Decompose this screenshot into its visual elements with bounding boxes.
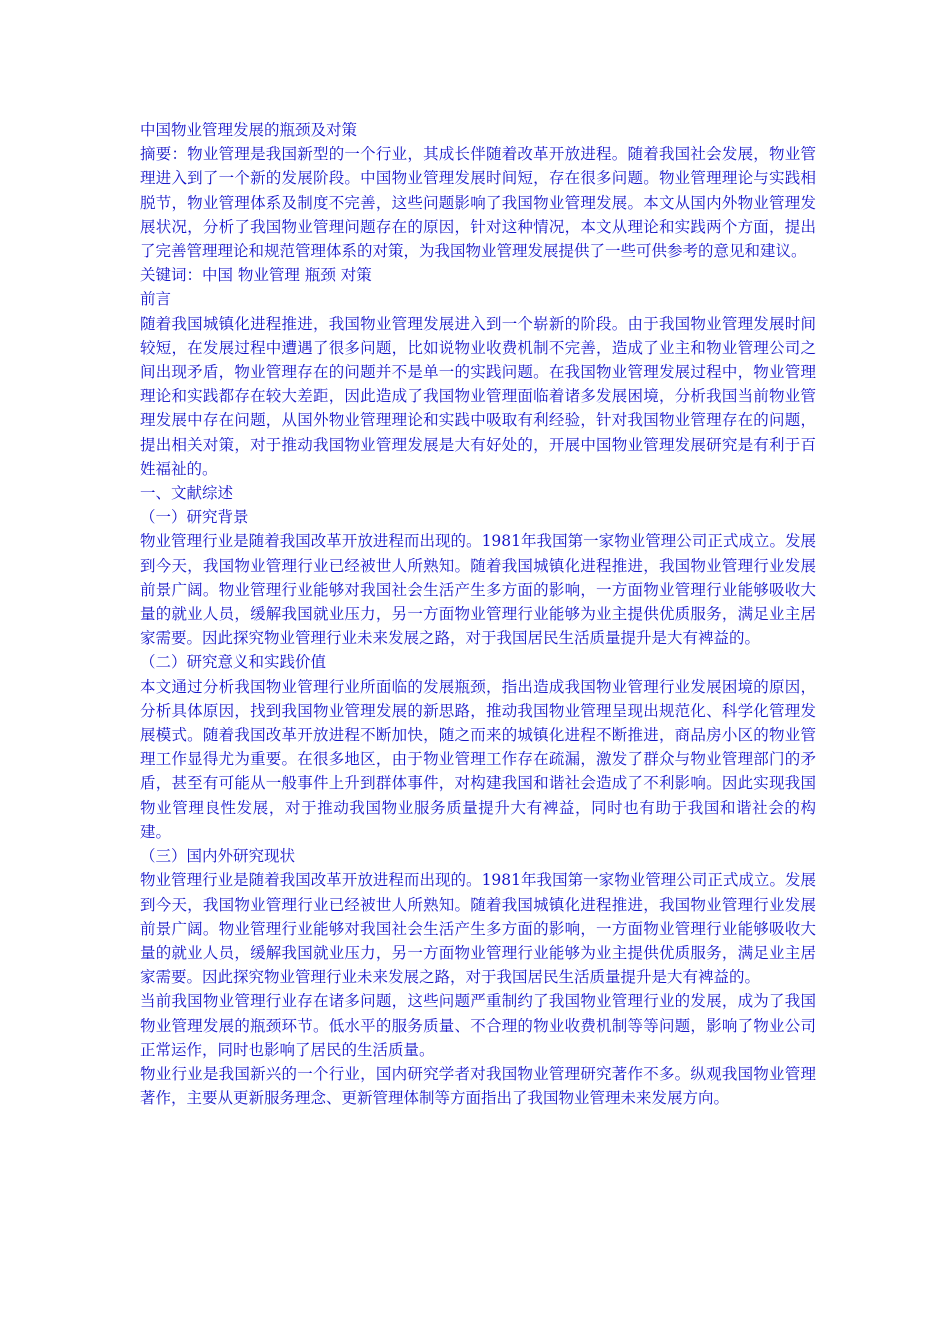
- research-status-paragraph-2: 当前我国物业管理行业存在诸多问题，这些问题严重制约了我国物业管理行业的发展，成为了我国物业管理发展的瓶颈环节。低水平的服务质量、不合理的物业收费机制等等问题，影响了物业公司正常运作，同时也影响了居民的生活质量。: [140, 992, 816, 1059]
- research-status-paragraph-1: 物业管理行业是随着我国改革开放进程而出现的。1981年我国第一家物业管理公司正式成立。发展到今天，我国物业管理行业已经被世人所熟知。随着我国城镇化进程推进，我国物业管理行业发展前景广阔。物业管理行业能够对我国社会生活产生多方面的影响，一方面物业管理行业能够吸收大量的就业人员，缓解我国就业压力，另一方面物业管理行业能够为业主提供优质服务，满足业主居家需要。因此探究物业管理行业未来发展之路，对于我国居民生活质量提升是大有裨益的。: [140, 871, 816, 987]
- keywords-line: 关键词：中国 物业管理 瓶颈 对策: [140, 266, 372, 285]
- significance-paragraph: 本文通过分析我国物业管理行业所面临的发展瓶颈，指出造成我国物业管理行业发展困境的原因，分析具体原因，找到我国物业管理发展的新思路，推动我国物业管理呈现出规范化、科学化管理发展模式。随着我国改革开放进程不断加快，随之而来的城镇化进程不断推进，商品房小区的物业管理工作显得尤为重要。在很多地区，由于物业管理工作存在疏漏，激发了群众与物业管理部门的矛盾，甚至有可能从一般事件上升到群体事件，对构建我国和谐社会造成了不利影响。因此实现我国物业管理良性发展，对于推动我国物业服务质量提升大有裨益，同时也有助于我国和谐社会的构建。: [140, 677, 816, 841]
- background-paragraph: 物业管理行业是随着我国改革开放进程而出现的。1981年我国第一家物业管理公司正式成立。发展到今天，我国物业管理行业已经被世人所熟知。随着我国城镇化进程推进，我国物业管理行业发展前景广阔。物业管理行业能够对我国社会生活产生多方面的影响，一方面物业管理行业能够吸收大量的就业人员，缓解我国就业压力，另一方面物业管理行业能够为业主提供优质服务，满足业主居家需要。因此探究物业管理行业未来发展之路，对于我国居民生活质量提升是大有裨益的。: [140, 532, 816, 648]
- document-title: 中国物业管理发展的瓶颈及对策: [140, 121, 358, 139]
- section-heading-literature-review: 一、文献综述: [140, 484, 234, 503]
- preface-heading: 前言: [140, 290, 172, 309]
- subsection-heading-research-status: （三）国内外研究现状: [140, 847, 296, 866]
- abstract-paragraph: 摘要：物业管理是我国新型的一个行业，其成长伴随着改革开放进程。随着我国社会发展，物业管理进入到了一个新的发展阶段。中国物业管理发展时间短，存在很多问题。物业管理理论与实践相脱节，物业管理体系及制度不完善，这些问题影响了我国物业管理发展。本文从国内外物业管理发展状况，分析了我国物业管理问题存在的原因，针对这种情况，本文从理论和实践两个方面，提出了完善管理理论和规范管理体系的对策，为我国物业管理发展提供了一些可供参考的意见和建议。: [140, 145, 816, 261]
- research-status-paragraph-3: 物业行业是我国新兴的一个行业，国内研究学者对我国物业管理研究著作不多。纵观我国物业管理著作，主要从更新服务理念、更新管理体制等方面指出了我国物业管理未来发展方向。: [140, 1064, 816, 1108]
- subsection-heading-background: （一）研究背景: [140, 508, 249, 527]
- document-page: [140, 118, 816, 1110]
- preface-paragraph: 随着我国城镇化进程推进，我国物业管理发展进入到一个崭新的阶段。由于我国物业管理发展时间较短，在发展过程中遭遇了很多问题，比如说物业收费机制不完善，造成了业主和物业管理公司之间出现矛盾，物业管理存在的问题并不是单一的实践问题。在我国物业管理发展过程中，物业管理理论和实践都存在较大差距，因此造成了我国物业管理面临着诸多发展困境，分析我国当前物业管理发展中存在问题，从国外物业管理理论和实践中吸取有利经验，针对我国物业管理存在的问题，提出相关对策，对于推动我国物业管理发展是大有好处的，开展中国物业管理发展研究是有利于百姓福祉的。: [140, 314, 816, 478]
- subsection-heading-significance: （二）研究意义和实践价值: [140, 653, 327, 672]
